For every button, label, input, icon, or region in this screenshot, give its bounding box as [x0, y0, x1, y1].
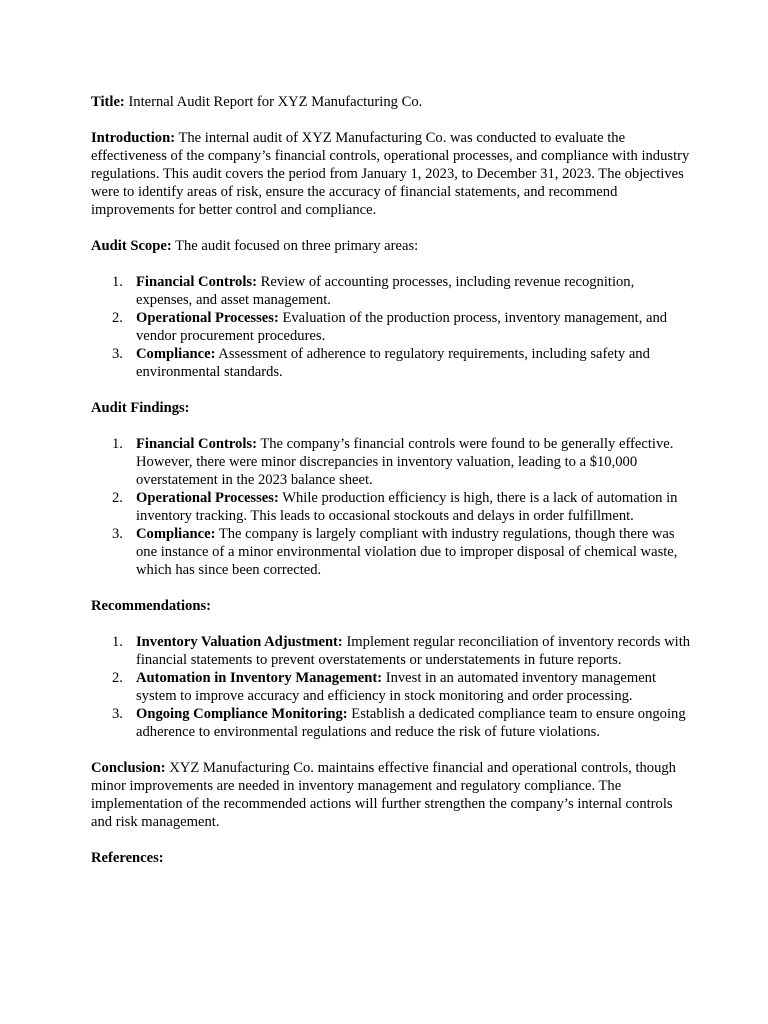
- list-item-number: 2.: [112, 490, 123, 506]
- audit-scope-label: Audit Scope:: [91, 238, 172, 254]
- conclusion-label: Conclusion:: [91, 760, 166, 776]
- list-item-number: 1.: [112, 436, 123, 452]
- list-item-text: Evaluation of the production process, inventory management, and vendor procurement procedures.: [136, 310, 668, 344]
- list-item-number: 2.: [112, 670, 123, 686]
- list-item-label: Inventory Valuation Adjustment:: [136, 634, 343, 650]
- list-item-label: Financial Controls:: [136, 436, 257, 452]
- introduction-text: The internal audit of XYZ Manufacturing Co. was conducted to evaluate the effectiveness of the company’s financial controls, operational processes, and compliance with industry regulations. This audit covers the period from January 1, 2023, to December 31, 2023. The objectives were to identify areas of risk, ensure the accuracy of financial statements, and recommend improvements for better control and compliance.: [91, 130, 690, 218]
- audit-scope-paragraph: [91, 237, 691, 255]
- list-item-text: The company is largely compliant with industry regulations, though there was one instance of a minor environmental violation due to improper disposal of chemical waste, which has since been corrected.: [136, 526, 678, 578]
- references-heading: References:: [91, 850, 164, 866]
- list-item: [91, 633, 691, 669]
- list-item-text: Invest in an automated inventory management system to improve accuracy and efficiency in stock monitoring and order processing.: [136, 670, 657, 704]
- list-item: [91, 489, 691, 525]
- list-item-content: [136, 489, 691, 525]
- conclusion-paragraph: [91, 759, 691, 831]
- introduction-paragraph: [91, 129, 691, 219]
- list-item-number: 1.: [112, 634, 123, 650]
- audit-scope-text: The audit focused on three primary areas:: [175, 238, 419, 254]
- list-item-content: [136, 633, 691, 669]
- list-item-text: Implement regular reconciliation of inventory records with financial statements to prevent overstatements or understatements in future reports.: [136, 634, 691, 668]
- list-item-content: [136, 525, 691, 579]
- list-item: [91, 669, 691, 705]
- list-item-label: Financial Controls:: [136, 274, 257, 290]
- list-item-label: Compliance:: [136, 526, 216, 542]
- list-item-label: Operational Processes:: [136, 490, 279, 506]
- list-item-label: Operational Processes:: [136, 310, 279, 326]
- recommendations-list: [91, 633, 691, 741]
- audit-findings-heading: Audit Findings:: [91, 400, 190, 416]
- introduction-label: Introduction:: [91, 130, 176, 146]
- list-item: [91, 435, 691, 489]
- list-item-number: 3.: [112, 526, 123, 542]
- list-item-number: 3.: [112, 346, 123, 362]
- conclusion-text: XYZ Manufacturing Co. maintains effective financial and operational controls, though minor improvements are needed in inventory management and regulatory compliance. The implementation of the recommended actions will further strengthen the company’s internal controls and risk management.: [91, 760, 676, 830]
- list-item-label: Ongoing Compliance Monitoring:: [136, 706, 348, 722]
- list-item-content: [136, 345, 691, 381]
- list-item-content: [136, 705, 691, 741]
- audit-scope-list: [91, 273, 691, 381]
- list-item-content: [136, 273, 691, 309]
- list-item-number: 1.: [112, 274, 123, 290]
- list-item-content: [136, 309, 691, 345]
- list-item-text: Establish a dedicated compliance team to ensure ongoing adherence to environmental regulations and reduce the risk of future violations.: [136, 706, 686, 740]
- list-item: [91, 705, 691, 741]
- list-item-text: Assessment of adherence to regulatory requirements, including safety and environmental standards.: [136, 346, 650, 380]
- list-item-content: [136, 669, 691, 705]
- audit-findings-list: [91, 435, 691, 579]
- document-page: [91, 93, 691, 885]
- list-item: [91, 345, 691, 381]
- list-item-content: [136, 435, 691, 489]
- list-item-text: The company’s financial controls were found to be generally effective. However, there were minor discrepancies in inventory valuation, leading to a $10,000 overstatement in the 2023 balance sheet.: [136, 436, 674, 488]
- list-item-label: Automation in Inventory Management:: [136, 670, 383, 686]
- list-item: [91, 273, 691, 309]
- recommendations-heading: Recommendations:: [91, 598, 211, 614]
- title-label: Title:: [91, 94, 125, 110]
- list-item-number: 3.: [112, 706, 123, 722]
- list-item-text: Review of accounting processes, including revenue recognition, expenses, and asset management.: [136, 274, 635, 308]
- list-item: [91, 309, 691, 345]
- list-item-number: 2.: [112, 310, 123, 326]
- list-item: [91, 525, 691, 579]
- list-item-label: Compliance:: [136, 346, 216, 362]
- title-text: Internal Audit Report for XYZ Manufacturing Co.: [128, 94, 423, 110]
- title-paragraph: [91, 93, 691, 111]
- list-item-text: While production efficiency is high, there is a lack of automation in inventory tracking. This leads to occasional stockouts and delays in order fulfillment.: [136, 490, 678, 524]
